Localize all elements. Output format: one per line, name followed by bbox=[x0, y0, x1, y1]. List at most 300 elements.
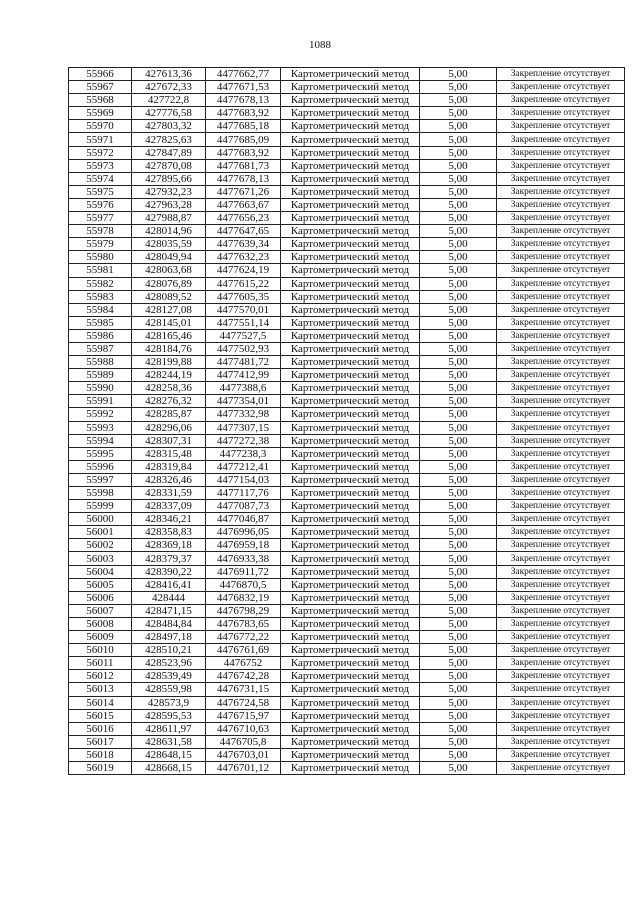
fixation-note-cell: Закрепление отсутствует bbox=[497, 185, 625, 198]
method-cell: Картометрический метод bbox=[281, 172, 420, 185]
point-number-cell: 55989 bbox=[69, 369, 132, 382]
accuracy-cell: 5,00 bbox=[420, 487, 497, 500]
y-coordinate-cell: 4477332,98 bbox=[206, 408, 281, 421]
y-coordinate-cell: 4476705,8 bbox=[206, 735, 281, 748]
x-coordinate-cell: 427722,8 bbox=[132, 94, 206, 107]
point-number-cell: 56017 bbox=[69, 735, 132, 748]
fixation-note-cell: Закрепление отсутствует bbox=[497, 408, 625, 421]
accuracy-cell: 5,00 bbox=[420, 578, 497, 591]
y-coordinate-cell: 4476710,63 bbox=[206, 722, 281, 735]
method-cell: Картометрический метод bbox=[281, 238, 420, 251]
fixation-note-cell: Закрепление отсутствует bbox=[497, 303, 625, 316]
y-coordinate-cell: 4477632,23 bbox=[206, 251, 281, 264]
fixation-note-cell: Закрепление отсутствует bbox=[497, 513, 625, 526]
fixation-note-cell: Закрепление отсутствует bbox=[497, 369, 625, 382]
fixation-note-cell: Закрепление отсутствует bbox=[497, 735, 625, 748]
point-number-cell: 55987 bbox=[69, 342, 132, 355]
y-coordinate-cell: 4476724,58 bbox=[206, 696, 281, 709]
y-coordinate-cell: 4476870,5 bbox=[206, 578, 281, 591]
x-coordinate-cell: 428611,97 bbox=[132, 722, 206, 735]
accuracy-cell: 5,00 bbox=[420, 303, 497, 316]
point-number-cell: 55973 bbox=[69, 159, 132, 172]
method-cell: Картометрический метод bbox=[281, 578, 420, 591]
method-cell: Картометрический метод bbox=[281, 539, 420, 552]
y-coordinate-cell: 4476996,05 bbox=[206, 526, 281, 539]
accuracy-cell: 5,00 bbox=[420, 513, 497, 526]
accuracy-cell: 5,00 bbox=[420, 447, 497, 460]
y-coordinate-cell: 4476752 bbox=[206, 657, 281, 670]
fixation-note-cell: Закрепление отсутствует bbox=[497, 657, 625, 670]
y-coordinate-cell: 4477307,15 bbox=[206, 421, 281, 434]
fixation-note-cell: Закрепление отсутствует bbox=[497, 68, 625, 81]
accuracy-cell: 5,00 bbox=[420, 198, 497, 211]
method-cell: Картометрический метод bbox=[281, 735, 420, 748]
page-number: 1088 bbox=[309, 39, 331, 51]
y-coordinate-cell: 4477154,03 bbox=[206, 473, 281, 486]
x-coordinate-cell: 428337,09 bbox=[132, 500, 206, 513]
accuracy-cell: 5,00 bbox=[420, 500, 497, 513]
table-row bbox=[69, 290, 625, 303]
table-row bbox=[69, 683, 625, 696]
point-number-cell: 55985 bbox=[69, 316, 132, 329]
accuracy-cell: 5,00 bbox=[420, 81, 497, 94]
table-row bbox=[69, 644, 625, 657]
y-coordinate-cell: 4477678,13 bbox=[206, 172, 281, 185]
fixation-note-cell: Закрепление отсутствует bbox=[497, 709, 625, 722]
y-coordinate-cell: 4476911,72 bbox=[206, 565, 281, 578]
fixation-note-cell: Закрепление отсутствует bbox=[497, 670, 625, 683]
accuracy-cell: 5,00 bbox=[420, 68, 497, 81]
accuracy-cell: 5,00 bbox=[420, 342, 497, 355]
fixation-note-cell: Закрепление отсутствует bbox=[497, 395, 625, 408]
table-row bbox=[69, 565, 625, 578]
table-row bbox=[69, 709, 625, 722]
x-coordinate-cell: 428539,49 bbox=[132, 670, 206, 683]
x-coordinate-cell: 427895,66 bbox=[132, 172, 206, 185]
x-coordinate-cell: 428165,46 bbox=[132, 329, 206, 342]
method-cell: Картометрический метод bbox=[281, 670, 420, 683]
method-cell: Картометрический метод bbox=[281, 81, 420, 94]
y-coordinate-cell: 4477570,01 bbox=[206, 303, 281, 316]
method-cell: Картометрический метод bbox=[281, 382, 420, 395]
y-coordinate-cell: 4477354,01 bbox=[206, 395, 281, 408]
method-cell: Картометрический метод bbox=[281, 251, 420, 264]
method-cell: Картометрический метод bbox=[281, 434, 420, 447]
method-cell: Картометрический метод bbox=[281, 303, 420, 316]
table-row bbox=[69, 578, 625, 591]
table-row bbox=[69, 395, 625, 408]
fixation-note-cell: Закрепление отсутствует bbox=[497, 748, 625, 761]
x-coordinate-cell: 428358,83 bbox=[132, 526, 206, 539]
accuracy-cell: 5,00 bbox=[420, 264, 497, 277]
y-coordinate-cell: 4477046,87 bbox=[206, 513, 281, 526]
y-coordinate-cell: 4476959,18 bbox=[206, 539, 281, 552]
x-coordinate-cell: 428296,06 bbox=[132, 421, 206, 434]
method-cell: Картометрический метод bbox=[281, 395, 420, 408]
table-row bbox=[69, 342, 625, 355]
fixation-note-cell: Закрепление отсутствует bbox=[497, 539, 625, 552]
accuracy-cell: 5,00 bbox=[420, 696, 497, 709]
x-coordinate-cell: 428076,89 bbox=[132, 277, 206, 290]
point-number-cell: 56016 bbox=[69, 722, 132, 735]
x-coordinate-cell: 428089,52 bbox=[132, 290, 206, 303]
method-cell: Картометрический метод bbox=[281, 604, 420, 617]
x-coordinate-cell: 428631,58 bbox=[132, 735, 206, 748]
point-number-cell: 56012 bbox=[69, 670, 132, 683]
accuracy-cell: 5,00 bbox=[420, 159, 497, 172]
x-coordinate-cell: 428648,15 bbox=[132, 748, 206, 761]
x-coordinate-cell: 428127,08 bbox=[132, 303, 206, 316]
table-row bbox=[69, 617, 625, 630]
y-coordinate-cell: 4476701,12 bbox=[206, 761, 281, 774]
table-row bbox=[69, 329, 625, 342]
fixation-note-cell: Закрепление отсутствует bbox=[497, 120, 625, 133]
y-coordinate-cell: 4477117,76 bbox=[206, 487, 281, 500]
method-cell: Картометрический метод bbox=[281, 290, 420, 303]
accuracy-cell: 5,00 bbox=[420, 644, 497, 657]
table-row bbox=[69, 68, 625, 81]
table-row bbox=[69, 81, 625, 94]
fixation-note-cell: Закрепление отсутствует bbox=[497, 683, 625, 696]
y-coordinate-cell: 4477624,19 bbox=[206, 264, 281, 277]
point-number-cell: 55969 bbox=[69, 107, 132, 120]
coordinates-table bbox=[68, 67, 625, 775]
fixation-note-cell: Закрепление отсутствует bbox=[497, 329, 625, 342]
table-row bbox=[69, 539, 625, 552]
point-number-cell: 56018 bbox=[69, 748, 132, 761]
table-row bbox=[69, 277, 625, 290]
method-cell: Картометрический метод bbox=[281, 421, 420, 434]
y-coordinate-cell: 4476772,22 bbox=[206, 631, 281, 644]
method-cell: Картометрический метод bbox=[281, 657, 420, 670]
fixation-note-cell: Закрепление отсутствует bbox=[497, 159, 625, 172]
method-cell: Картометрический метод bbox=[281, 683, 420, 696]
fixation-note-cell: Закрепление отсутствует bbox=[497, 264, 625, 277]
point-number-cell: 56002 bbox=[69, 539, 132, 552]
y-coordinate-cell: 4476798,29 bbox=[206, 604, 281, 617]
fixation-note-cell: Закрепление отсутствует bbox=[497, 565, 625, 578]
point-number-cell: 56019 bbox=[69, 761, 132, 774]
fixation-note-cell: Закрепление отсутствует bbox=[497, 696, 625, 709]
x-coordinate-cell: 428369,18 bbox=[132, 539, 206, 552]
x-coordinate-cell: 428326,46 bbox=[132, 473, 206, 486]
method-cell: Картометрический метод bbox=[281, 722, 420, 735]
y-coordinate-cell: 4477678,13 bbox=[206, 94, 281, 107]
method-cell: Картометрический метод bbox=[281, 198, 420, 211]
point-number-cell: 55993 bbox=[69, 421, 132, 434]
fixation-note-cell: Закрепление отсутствует bbox=[497, 81, 625, 94]
method-cell: Картометрический метод bbox=[281, 316, 420, 329]
fixation-note-cell: Закрепление отсутствует bbox=[497, 447, 625, 460]
fixation-note-cell: Закрепление отсутствует bbox=[497, 251, 625, 264]
accuracy-cell: 5,00 bbox=[420, 604, 497, 617]
x-coordinate-cell: 428319,84 bbox=[132, 460, 206, 473]
table-row bbox=[69, 748, 625, 761]
y-coordinate-cell: 4477481,72 bbox=[206, 356, 281, 369]
fixation-note-cell: Закрепление отсутствует bbox=[497, 473, 625, 486]
point-number-cell: 55996 bbox=[69, 460, 132, 473]
y-coordinate-cell: 4477681,73 bbox=[206, 159, 281, 172]
y-coordinate-cell: 4477615,22 bbox=[206, 277, 281, 290]
accuracy-cell: 5,00 bbox=[420, 290, 497, 303]
fixation-note-cell: Закрепление отсутствует bbox=[497, 644, 625, 657]
x-coordinate-cell: 428199,88 bbox=[132, 356, 206, 369]
point-number-cell: 55997 bbox=[69, 473, 132, 486]
y-coordinate-cell: 4477663,67 bbox=[206, 198, 281, 211]
table-row bbox=[69, 447, 625, 460]
y-coordinate-cell: 4477685,09 bbox=[206, 133, 281, 146]
point-number-cell: 55992 bbox=[69, 408, 132, 421]
method-cell: Картометрический метод bbox=[281, 212, 420, 225]
x-coordinate-cell: 427870,08 bbox=[132, 159, 206, 172]
accuracy-cell: 5,00 bbox=[420, 146, 497, 159]
point-number-cell: 56014 bbox=[69, 696, 132, 709]
table-row bbox=[69, 696, 625, 709]
method-cell: Картометрический метод bbox=[281, 709, 420, 722]
fixation-note-cell: Закрепление отсутствует bbox=[497, 225, 625, 238]
point-number-cell: 55999 bbox=[69, 500, 132, 513]
fixation-note-cell: Закрепление отсутствует bbox=[497, 172, 625, 185]
table-row bbox=[69, 487, 625, 500]
method-cell: Картометрический метод bbox=[281, 107, 420, 120]
y-coordinate-cell: 4477671,26 bbox=[206, 185, 281, 198]
y-coordinate-cell: 4477527,5 bbox=[206, 329, 281, 342]
x-coordinate-cell: 427825,63 bbox=[132, 133, 206, 146]
accuracy-cell: 5,00 bbox=[420, 617, 497, 630]
fixation-note-cell: Закрепление отсутствует bbox=[497, 552, 625, 565]
method-cell: Картометрический метод bbox=[281, 146, 420, 159]
fixation-note-cell: Закрепление отсутствует bbox=[497, 434, 625, 447]
point-number-cell: 56001 bbox=[69, 526, 132, 539]
x-coordinate-cell: 427847,89 bbox=[132, 146, 206, 159]
method-cell: Картометрический метод bbox=[281, 552, 420, 565]
x-coordinate-cell: 428063,68 bbox=[132, 264, 206, 277]
table-row bbox=[69, 657, 625, 670]
table-row bbox=[69, 369, 625, 382]
y-coordinate-cell: 4476715,97 bbox=[206, 709, 281, 722]
y-coordinate-cell: 4477212,41 bbox=[206, 460, 281, 473]
accuracy-cell: 5,00 bbox=[420, 238, 497, 251]
method-cell: Картометрический метод bbox=[281, 185, 420, 198]
method-cell: Картометрический метод bbox=[281, 264, 420, 277]
method-cell: Картометрический метод bbox=[281, 133, 420, 146]
accuracy-cell: 5,00 bbox=[420, 107, 497, 120]
method-cell: Картометрический метод bbox=[281, 591, 420, 604]
accuracy-cell: 5,00 bbox=[420, 761, 497, 774]
fixation-note-cell: Закрепление отсутствует bbox=[497, 722, 625, 735]
x-coordinate-cell: 428471,15 bbox=[132, 604, 206, 617]
x-coordinate-cell: 428497,18 bbox=[132, 631, 206, 644]
table-row bbox=[69, 552, 625, 565]
x-coordinate-cell: 428258,36 bbox=[132, 382, 206, 395]
fixation-note-cell: Закрепление отсутствует bbox=[497, 133, 625, 146]
accuracy-cell: 5,00 bbox=[420, 473, 497, 486]
point-number-cell: 55995 bbox=[69, 447, 132, 460]
point-number-cell: 55991 bbox=[69, 395, 132, 408]
method-cell: Картометрический метод bbox=[281, 225, 420, 238]
point-number-cell: 55994 bbox=[69, 434, 132, 447]
table-row bbox=[69, 212, 625, 225]
y-coordinate-cell: 4476783,65 bbox=[206, 617, 281, 630]
accuracy-cell: 5,00 bbox=[420, 120, 497, 133]
fixation-note-cell: Закрепление отсутствует bbox=[497, 277, 625, 290]
accuracy-cell: 5,00 bbox=[420, 172, 497, 185]
accuracy-cell: 5,00 bbox=[420, 434, 497, 447]
method-cell: Картометрический метод bbox=[281, 369, 420, 382]
y-coordinate-cell: 4476933,38 bbox=[206, 552, 281, 565]
accuracy-cell: 5,00 bbox=[420, 565, 497, 578]
table-row bbox=[69, 500, 625, 513]
y-coordinate-cell: 4477502,93 bbox=[206, 342, 281, 355]
accuracy-cell: 5,00 bbox=[420, 225, 497, 238]
y-coordinate-cell: 4477671,53 bbox=[206, 81, 281, 94]
accuracy-cell: 5,00 bbox=[420, 133, 497, 146]
table-row bbox=[69, 185, 625, 198]
x-coordinate-cell: 428276,32 bbox=[132, 395, 206, 408]
method-cell: Картометрический метод bbox=[281, 408, 420, 421]
fixation-note-cell: Закрепление отсутствует bbox=[497, 212, 625, 225]
fixation-note-cell: Закрепление отсутствует bbox=[497, 761, 625, 774]
x-coordinate-cell: 428346,21 bbox=[132, 513, 206, 526]
fixation-note-cell: Закрепление отсутствует bbox=[497, 604, 625, 617]
accuracy-cell: 5,00 bbox=[420, 316, 497, 329]
table-row bbox=[69, 146, 625, 159]
method-cell: Картометрический метод bbox=[281, 526, 420, 539]
coordinates-table-body bbox=[69, 68, 625, 775]
method-cell: Картометрический метод bbox=[281, 761, 420, 774]
x-coordinate-cell: 428559,98 bbox=[132, 683, 206, 696]
x-coordinate-cell: 428035,59 bbox=[132, 238, 206, 251]
x-coordinate-cell: 428331,59 bbox=[132, 487, 206, 500]
x-coordinate-cell: 428523,96 bbox=[132, 657, 206, 670]
accuracy-cell: 5,00 bbox=[420, 421, 497, 434]
point-number-cell: 56006 bbox=[69, 591, 132, 604]
table-row bbox=[69, 107, 625, 120]
y-coordinate-cell: 4476731,15 bbox=[206, 683, 281, 696]
table-row bbox=[69, 408, 625, 421]
method-cell: Картометрический метод bbox=[281, 565, 420, 578]
table-row bbox=[69, 159, 625, 172]
x-coordinate-cell: 428184,76 bbox=[132, 342, 206, 355]
accuracy-cell: 5,00 bbox=[420, 356, 497, 369]
table-row bbox=[69, 172, 625, 185]
method-cell: Картометрический метод bbox=[281, 473, 420, 486]
fixation-note-cell: Закрепление отсутствует bbox=[497, 94, 625, 107]
point-number-cell: 56007 bbox=[69, 604, 132, 617]
point-number-cell: 55971 bbox=[69, 133, 132, 146]
table-row bbox=[69, 264, 625, 277]
x-coordinate-cell: 427672,33 bbox=[132, 81, 206, 94]
method-cell: Картометрический метод bbox=[281, 487, 420, 500]
x-coordinate-cell: 428444 bbox=[132, 591, 206, 604]
method-cell: Картометрический метод bbox=[281, 631, 420, 644]
accuracy-cell: 5,00 bbox=[420, 539, 497, 552]
table-row bbox=[69, 251, 625, 264]
point-number-cell: 55966 bbox=[69, 68, 132, 81]
x-coordinate-cell: 427963,28 bbox=[132, 198, 206, 211]
x-coordinate-cell: 427988,87 bbox=[132, 212, 206, 225]
y-coordinate-cell: 4476832,19 bbox=[206, 591, 281, 604]
method-cell: Картометрический метод bbox=[281, 120, 420, 133]
accuracy-cell: 5,00 bbox=[420, 526, 497, 539]
fixation-note-cell: Закрепление отсутствует bbox=[497, 617, 625, 630]
x-coordinate-cell: 427932,23 bbox=[132, 185, 206, 198]
fixation-note-cell: Закрепление отсутствует bbox=[497, 198, 625, 211]
point-number-cell: 55977 bbox=[69, 212, 132, 225]
point-number-cell: 55998 bbox=[69, 487, 132, 500]
accuracy-cell: 5,00 bbox=[420, 395, 497, 408]
method-cell: Картометрический метод bbox=[281, 748, 420, 761]
table-row bbox=[69, 421, 625, 434]
point-number-cell: 56011 bbox=[69, 657, 132, 670]
x-coordinate-cell: 428014,96 bbox=[132, 225, 206, 238]
point-number-cell: 55984 bbox=[69, 303, 132, 316]
accuracy-cell: 5,00 bbox=[420, 277, 497, 290]
point-number-cell: 55980 bbox=[69, 251, 132, 264]
table-row bbox=[69, 460, 625, 473]
point-number-cell: 56004 bbox=[69, 565, 132, 578]
y-coordinate-cell: 4476742,28 bbox=[206, 670, 281, 683]
fixation-note-cell: Закрепление отсутствует bbox=[497, 342, 625, 355]
fixation-note-cell: Закрепление отсутствует bbox=[497, 526, 625, 539]
x-coordinate-cell: 428510,21 bbox=[132, 644, 206, 657]
method-cell: Картометрический метод bbox=[281, 447, 420, 460]
point-number-cell: 55974 bbox=[69, 172, 132, 185]
accuracy-cell: 5,00 bbox=[420, 94, 497, 107]
point-number-cell: 55981 bbox=[69, 264, 132, 277]
fixation-note-cell: Закрепление отсутствует bbox=[497, 238, 625, 251]
fixation-note-cell: Закрепление отсутствует bbox=[497, 290, 625, 303]
method-cell: Картометрический метод bbox=[281, 513, 420, 526]
x-coordinate-cell: 427613,36 bbox=[132, 68, 206, 81]
table-row bbox=[69, 670, 625, 683]
y-coordinate-cell: 4476761,69 bbox=[206, 644, 281, 657]
x-coordinate-cell: 428049,94 bbox=[132, 251, 206, 264]
point-number-cell: 55967 bbox=[69, 81, 132, 94]
table-row bbox=[69, 761, 625, 774]
table-row bbox=[69, 591, 625, 604]
fixation-note-cell: Закрепление отсутствует bbox=[497, 382, 625, 395]
point-number-cell: 56009 bbox=[69, 631, 132, 644]
y-coordinate-cell: 4476703,01 bbox=[206, 748, 281, 761]
method-cell: Картометрический метод bbox=[281, 356, 420, 369]
y-coordinate-cell: 4477647,65 bbox=[206, 225, 281, 238]
table-row bbox=[69, 434, 625, 447]
x-coordinate-cell: 428244,19 bbox=[132, 369, 206, 382]
fixation-note-cell: Закрепление отсутствует bbox=[497, 107, 625, 120]
y-coordinate-cell: 4477551,14 bbox=[206, 316, 281, 329]
point-number-cell: 55982 bbox=[69, 277, 132, 290]
method-cell: Картометрический метод bbox=[281, 94, 420, 107]
y-coordinate-cell: 4477412,99 bbox=[206, 369, 281, 382]
accuracy-cell: 5,00 bbox=[420, 670, 497, 683]
x-coordinate-cell: 427803,32 bbox=[132, 120, 206, 133]
x-coordinate-cell: 428668,15 bbox=[132, 761, 206, 774]
fixation-note-cell: Закрепление отсутствует bbox=[497, 487, 625, 500]
fixation-note-cell: Закрепление отсутствует bbox=[497, 578, 625, 591]
fixation-note-cell: Закрепление отсутствует bbox=[497, 356, 625, 369]
y-coordinate-cell: 4477639,34 bbox=[206, 238, 281, 251]
accuracy-cell: 5,00 bbox=[420, 185, 497, 198]
point-number-cell: 55986 bbox=[69, 329, 132, 342]
table-row bbox=[69, 316, 625, 329]
table-row bbox=[69, 604, 625, 617]
fixation-note-cell: Закрепление отсутствует bbox=[497, 500, 625, 513]
y-coordinate-cell: 4477683,92 bbox=[206, 107, 281, 120]
y-coordinate-cell: 4477656,23 bbox=[206, 212, 281, 225]
accuracy-cell: 5,00 bbox=[420, 657, 497, 670]
y-coordinate-cell: 4477683,92 bbox=[206, 146, 281, 159]
